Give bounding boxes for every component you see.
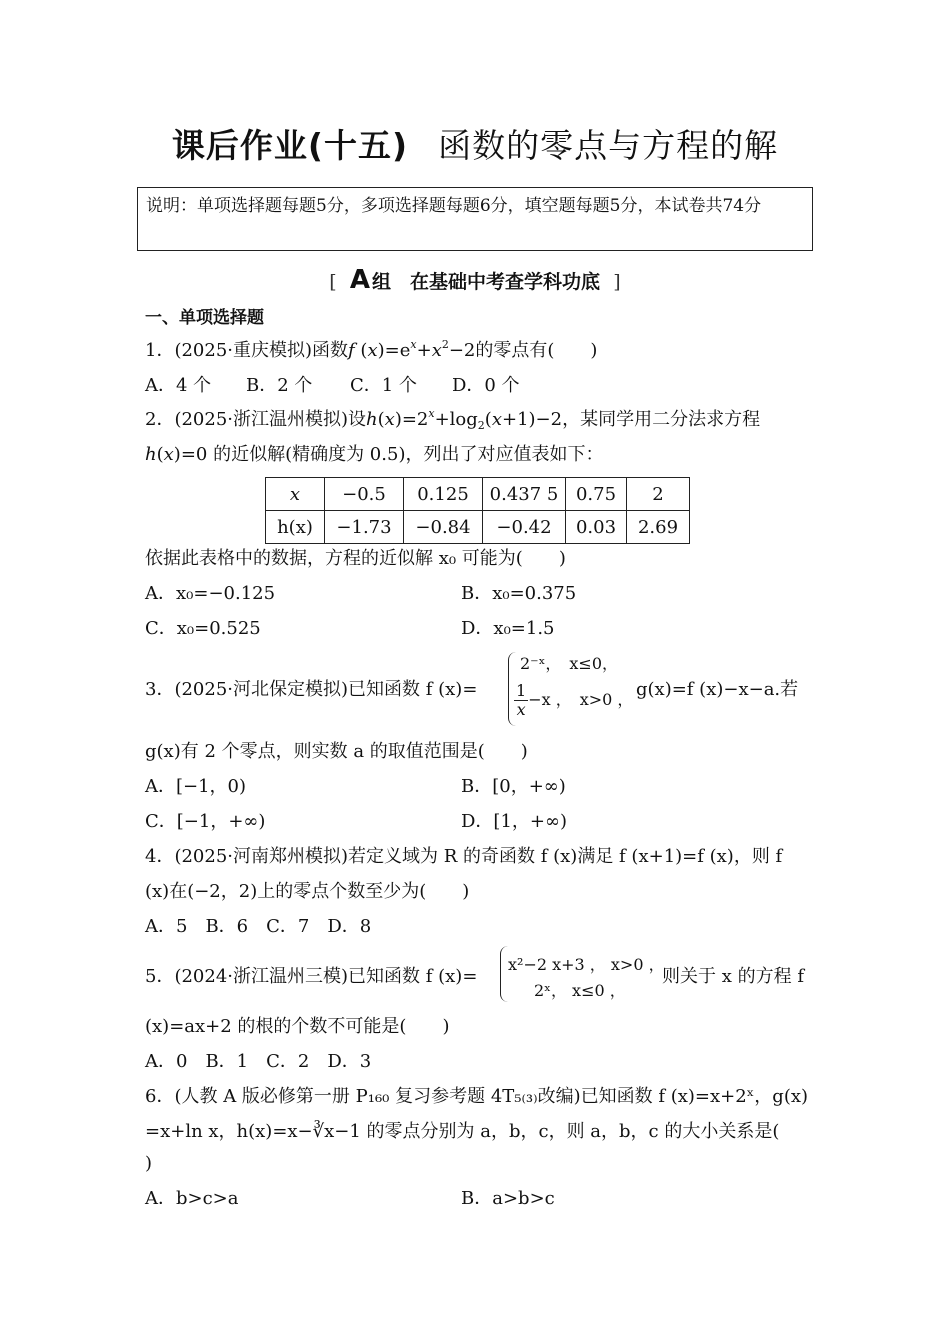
q3-piece-2: −x ， x>0 ，	[528, 690, 634, 709]
table-cell: 2	[627, 478, 690, 511]
q1-stem-b: 的零点有( )	[475, 340, 598, 361]
table-cell: 0.75	[566, 478, 627, 511]
group-header	[0, 266, 950, 296]
question-6	[145, 1085, 808, 1109]
q2-stem-line2: h(x)=0 的近似解(精确度为 0.5)，列出了对应值表如下：	[145, 444, 604, 465]
q5-piece-1: x²−2 x+3 ， x>0 ，	[508, 955, 665, 974]
title-main: 课后作业(十五)	[171, 126, 409, 165]
q3-option-d[interactable]: D．[1，+∞)	[461, 811, 568, 832]
table-cell: 0.437 5	[483, 478, 566, 511]
q3-stem-a: 已知函数 f (x)=	[348, 679, 478, 700]
q3-option-a[interactable]: A．[−1，0)	[145, 776, 247, 797]
q4-stem-b: (x)在(−2，2)上的零点个数至少为( )	[145, 881, 470, 902]
table-cell: 2.69	[627, 511, 690, 544]
table-cell: −1.73	[325, 511, 404, 544]
q4-source: (2025·河南郑州模拟)	[174, 846, 349, 867]
q4-stem-a: 若定义域为 R 的奇函数 f (x)满足 f (x+1)=f (x)，则 f	[348, 846, 783, 867]
question-2: 2．(2025·浙江温州模拟)设$h(x)=2^x+\log_2(x+1)-2$，某同学用二分法求方程	[145, 407, 761, 432]
table-cell: 0.03	[566, 511, 627, 544]
table-cell: −0.42	[483, 511, 566, 544]
q5-source: (2024·浙江温州三模)	[174, 966, 349, 987]
q3-source: (2025·河北保定模拟)	[174, 679, 349, 700]
q3-option-c[interactable]: C．[−1，+∞)	[145, 811, 266, 832]
q6-option-a[interactable]: A．b>c>a	[145, 1188, 239, 1209]
q6-option-b[interactable]: B．a>b>c	[461, 1188, 555, 1209]
instructions-text: 说明：单项选择题每题5分，多项选择题每题6分，填空题每题5分，本试卷共74分	[146, 196, 762, 216]
table-header-cell: x	[266, 478, 325, 511]
q4-number: 4．	[145, 846, 175, 867]
q3-piece-2-row	[514, 682, 633, 719]
table-cell: −0.84	[404, 511, 483, 544]
table-row	[266, 478, 690, 511]
q5-number: 5．	[145, 966, 175, 987]
q3-option-b[interactable]: B．[0，+∞)	[461, 776, 566, 797]
q5-piece-2: 2ˣ， x≤0 ，	[534, 981, 626, 1000]
q5-stem-b: 则关于 x 的方程 f	[662, 966, 804, 987]
q2-stem-c: =0 的近似解(精确度为 0.5)，列出了对应值表如下：	[180, 444, 604, 465]
value-table	[265, 477, 690, 544]
q5-options[interactable]: A．0 B．1 C．2 D．3	[145, 1051, 372, 1072]
question-5	[145, 965, 477, 989]
q2-source: (2025·浙江温州模拟)	[174, 409, 349, 430]
q4-options[interactable]: A．5 B．6 C．7 D．8	[145, 916, 372, 937]
q2-option-c[interactable]: C．x₀=0.525	[145, 618, 261, 639]
q2-stem-a: 设	[348, 409, 367, 430]
instructions-box	[137, 187, 813, 251]
q3-fraction: $\frac{1}{x}$	[516, 681, 527, 719]
q5-stem-a: 已知函数 f (x)=	[348, 966, 478, 987]
q2-after-text: 依据此表格中的数据，方程的近似解 x₀ 可能为( )	[145, 548, 566, 569]
q3-stem-c: g(x)有 2 个零点，则实数 a 的取值范围是( )	[145, 741, 528, 762]
q5-stem-c: (x)=ax+2 的根的个数不可能是( )	[145, 1016, 450, 1037]
group-bracket-open: [	[329, 271, 337, 293]
q1-option-d[interactable]: D．0 个	[452, 375, 520, 396]
q6-stem-c: )	[145, 1153, 153, 1174]
q1-source: (2025·重庆模拟)	[174, 340, 313, 361]
q2-option-a[interactable]: A．x₀=−0.125	[145, 583, 276, 604]
section-heading: 一、单项选择题	[145, 308, 264, 328]
table-cell: 0.125	[404, 478, 483, 511]
q3-stem-b: g(x)=f (x)−x−a.若	[636, 679, 799, 700]
question-4	[145, 845, 782, 869]
table-cell: −0.5	[325, 478, 404, 511]
group-label: 组 在基础中考查学科功底	[372, 271, 601, 293]
table-row	[266, 511, 690, 544]
q1-option-a[interactable]: A．4 个	[145, 375, 212, 396]
q3-piece-1: 2⁻ˣ， x≤0，	[520, 654, 619, 673]
group-bracket-close: ]	[613, 271, 621, 293]
q3-number: 3．	[145, 679, 175, 700]
q2-option-d[interactable]: D．x₀=1.5	[461, 618, 555, 639]
q6-stem-b: =x+ln x，h(x)=x−∛x−1 的零点分别为 a，b，c，则 a，b，c 的大小关系是(	[145, 1121, 780, 1142]
q6-stem-a: 已知函数 f (x)=x+2ˣ，g(x)	[580, 1086, 809, 1107]
q2-option-b[interactable]: B．x₀=0.375	[461, 583, 577, 604]
q1-option-c[interactable]: C．1 个	[350, 375, 417, 396]
q6-number: 6．	[145, 1086, 175, 1107]
q6-source: (人教 A 版必修第一册 P₁₆₀ 复习参考题 4T₅₍₃₎改编)	[174, 1086, 581, 1107]
question-1: 1．(2025·重庆模拟)函数f $(x)=e^x+x^2-2$的零点有( )	[145, 338, 598, 361]
title-sub: 函数的零点与方程的解	[438, 126, 779, 165]
table-header-cell: h(x)	[266, 511, 325, 544]
q2-number: 2．	[145, 409, 175, 430]
q1-option-b[interactable]: B．2 个	[246, 375, 313, 396]
q1-stem-a: 函数	[312, 340, 349, 361]
q2-stem-b: ，某同学用二分法求方程	[562, 409, 761, 430]
group-letter: A	[349, 265, 371, 295]
q1-number: 1．	[145, 340, 175, 361]
question-3	[145, 678, 477, 702]
page-title	[0, 124, 950, 168]
